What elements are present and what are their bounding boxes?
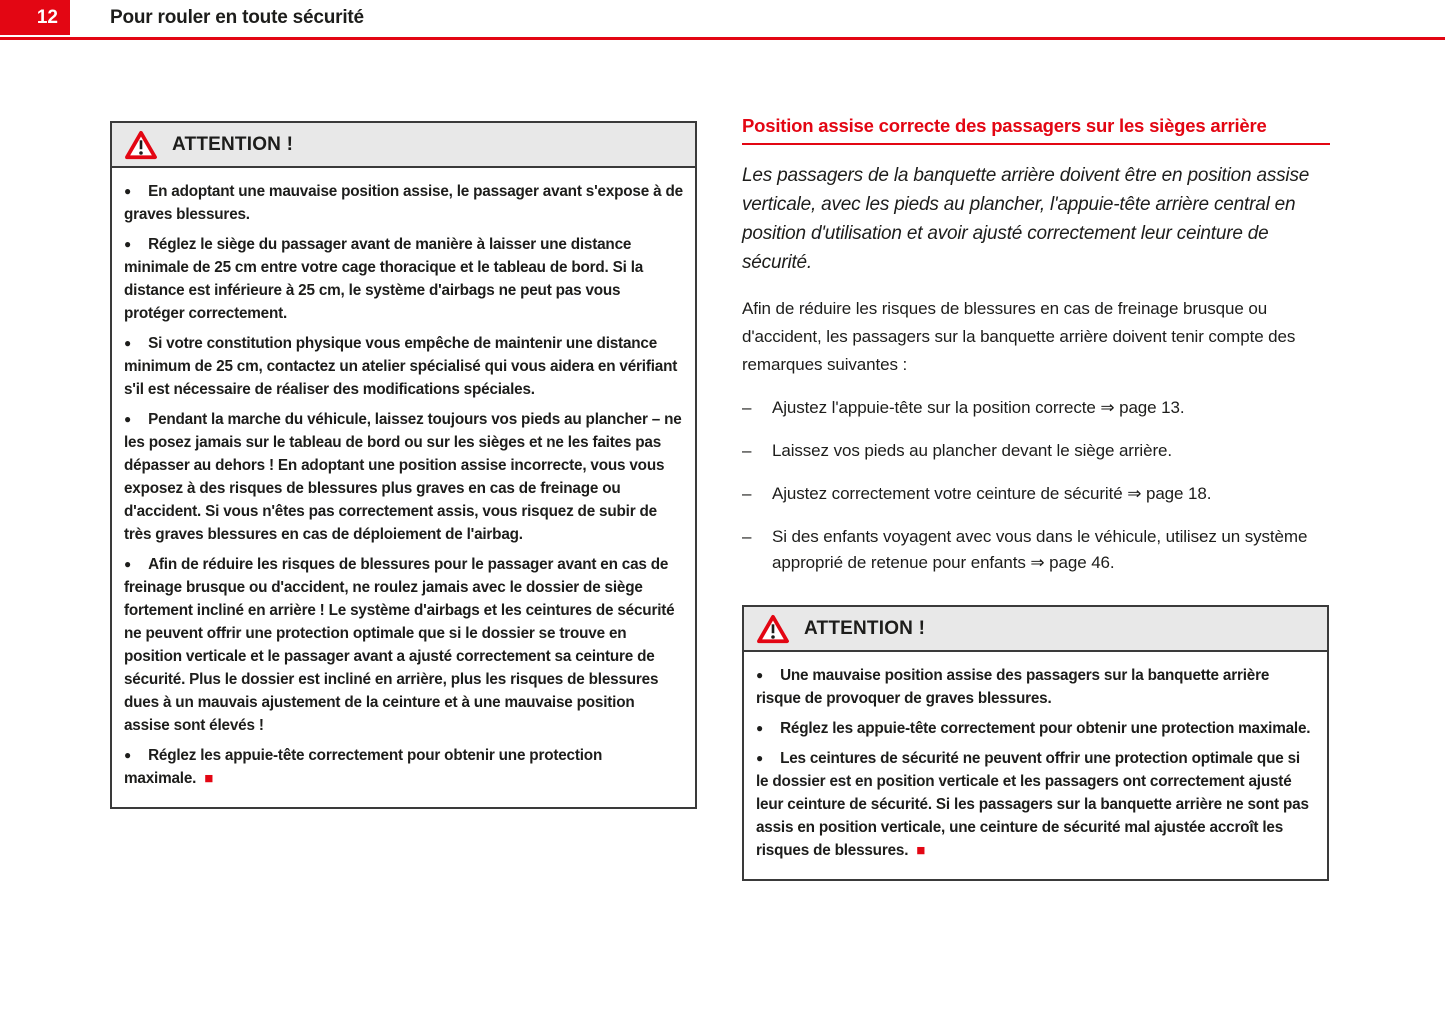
bullet-marker: ● xyxy=(124,237,132,251)
warning-title: ATTENTION ! xyxy=(172,133,294,155)
warning-bullet-text: Pendant la marche du véhicule, laissez toujours vos pieds au plancher – ne les posez jamais sur le tableau de bord ou sur les sièges et ne les faites pas dépasser au dehors ! En adoptant une position assise incorrecte, vous vous exposez à des risques de blessures plus graves en cas de freinage ou d'accident. Si vous n'êtes pas correctement assis, vous risquez de subir de très graves blessures en cas de déploiement de l'airbag. xyxy=(124,411,682,543)
warning-bullet xyxy=(124,180,683,226)
dash-item-text: Ajustez correctement votre ceinture de sécurité ⇒ page 18. xyxy=(772,484,1212,503)
end-of-section-marker: ■ xyxy=(204,770,214,787)
warning-triangle-icon xyxy=(124,130,158,160)
end-of-section-marker: ■ xyxy=(916,842,926,859)
warning-bullet xyxy=(124,233,683,325)
dash-item xyxy=(742,438,1330,464)
dash-item xyxy=(742,524,1330,576)
header-rule xyxy=(0,37,1445,40)
dash-marker: – xyxy=(742,484,752,503)
warning-bullet xyxy=(124,408,683,546)
dash-item-text: Ajustez l'appuie-tête sur la position correcte ⇒ page 13. xyxy=(772,398,1185,417)
warning-bullet-text: Réglez les appuie-tête correctement pour obtenir une protection maximale. xyxy=(780,720,1311,737)
dash-marker: – xyxy=(742,441,752,460)
bullet-marker: ● xyxy=(124,557,132,571)
dash-item xyxy=(742,481,1330,507)
bullet-marker: ● xyxy=(756,668,764,682)
bullet-marker: ● xyxy=(124,336,132,350)
dash-marker: – xyxy=(742,527,752,546)
bullet-marker: ● xyxy=(756,751,764,765)
warning-bullet xyxy=(124,744,683,790)
page-number-badge xyxy=(0,0,70,35)
warning-title: ATTENTION ! xyxy=(804,617,926,639)
dash-marker: – xyxy=(742,398,752,417)
bullet-marker: ● xyxy=(124,412,132,426)
right-warning-box xyxy=(742,605,1329,881)
warning-bullet-text: Réglez les appuie-tête correctement pour obtenir une protection maximale. xyxy=(124,747,603,787)
right-column xyxy=(742,114,1330,593)
warning-box-body xyxy=(112,168,695,807)
warning-bullet-text: Les ceintures de sécurité ne peuvent offrir une protection optimale que si le dossier est en position verticale et les passagers ont correctement ajusté leur ceinture de sécurité. Si les passagers sur la banquette arrière ne sont pas assis en position verticale, une ceinture de sécurité mal ajustée accroît les risques de blessures. xyxy=(756,750,1309,859)
warning-box-header xyxy=(112,123,695,168)
dash-item-text: Si des enfants voyagent avec vous dans le véhicule, utilisez un système approprié de retenue pour enfants ⇒ page 46. xyxy=(772,527,1308,572)
section-heading: Position assise correcte des passagers sur les sièges arrière xyxy=(742,114,1330,145)
page-number: 12 xyxy=(36,6,58,28)
page-header-title: Pour rouler en toute sécurité xyxy=(110,7,364,28)
warning-box-header xyxy=(744,607,1327,652)
dash-item xyxy=(742,395,1330,421)
warning-bullet-text: En adoptant une mauvaise position assise, le passager avant s'expose à de graves blessures. xyxy=(124,183,683,223)
warning-bullet-text: Une mauvaise position assise des passagers sur la banquette arrière risque de provoquer de graves blessures. xyxy=(756,667,1270,707)
bullet-marker: ● xyxy=(124,748,132,762)
intro-paragraph: Les passagers de la banquette arrière doivent être en position assise verticale, avec les pieds au plancher, l'appuie-tête arrière central en position d'utilisation et avoir ajusté correctement leur ceinture de sécurité. xyxy=(742,165,1310,273)
warning-box-body xyxy=(744,652,1327,879)
warning-bullet-text: Réglez le siège du passager avant de manière à laisser une distance minimale de 25 cm entre votre cage thoracique et le tableau de bord. Si la distance est inférieure à 25 cm, le système d'airbags ne peut pas vous protéger correctement. xyxy=(124,236,644,322)
bullet-marker: ● xyxy=(756,721,764,735)
warning-bullet xyxy=(756,664,1315,710)
warning-bullet-text: Afin de réduire les risques de blessures pour le passager avant en cas de freinage brusque ou d'accident, ne roulez jamais avec le dossier de siège fortement incliné en arrière ! Le système d'airbags et les ceintures de sécurité ne peuvent offrir une protection optimale que si le dossier se trouve en position verticale et le passager avant a ajusté correctement sa ceinture de sécurité. Plus le dossier est incliné en arrière, plus les risques de blessures dues à un mauvais ajustement de la ceinture et à une mauvaise position assise sont élevés ! xyxy=(124,556,675,734)
bullet-marker: ● xyxy=(124,184,132,198)
warning-triangle-icon xyxy=(756,614,790,644)
dash-list xyxy=(742,395,1330,576)
warning-bullet xyxy=(756,747,1315,862)
warning-bullet xyxy=(124,553,683,737)
warning-bullet-text: Si votre constitution physique vous empêche de maintenir une distance minimum de 25 cm, contactez un atelier spécialisé qui vous aidera en vérifiant s'il est nécessaire de réaliser des modifications spéciales. xyxy=(124,335,678,398)
body-paragraph: Afin de réduire les risques de blessures en cas de freinage brusque ou d'accident, les passagers sur la banquette arrière doivent tenir compte des remarques suivantes : xyxy=(742,299,1296,374)
warning-bullet xyxy=(124,332,683,401)
left-warning-box xyxy=(110,121,697,809)
dash-item-text: Laissez vos pieds au plancher devant le siège arrière. xyxy=(772,441,1173,460)
warning-bullet xyxy=(756,717,1315,740)
